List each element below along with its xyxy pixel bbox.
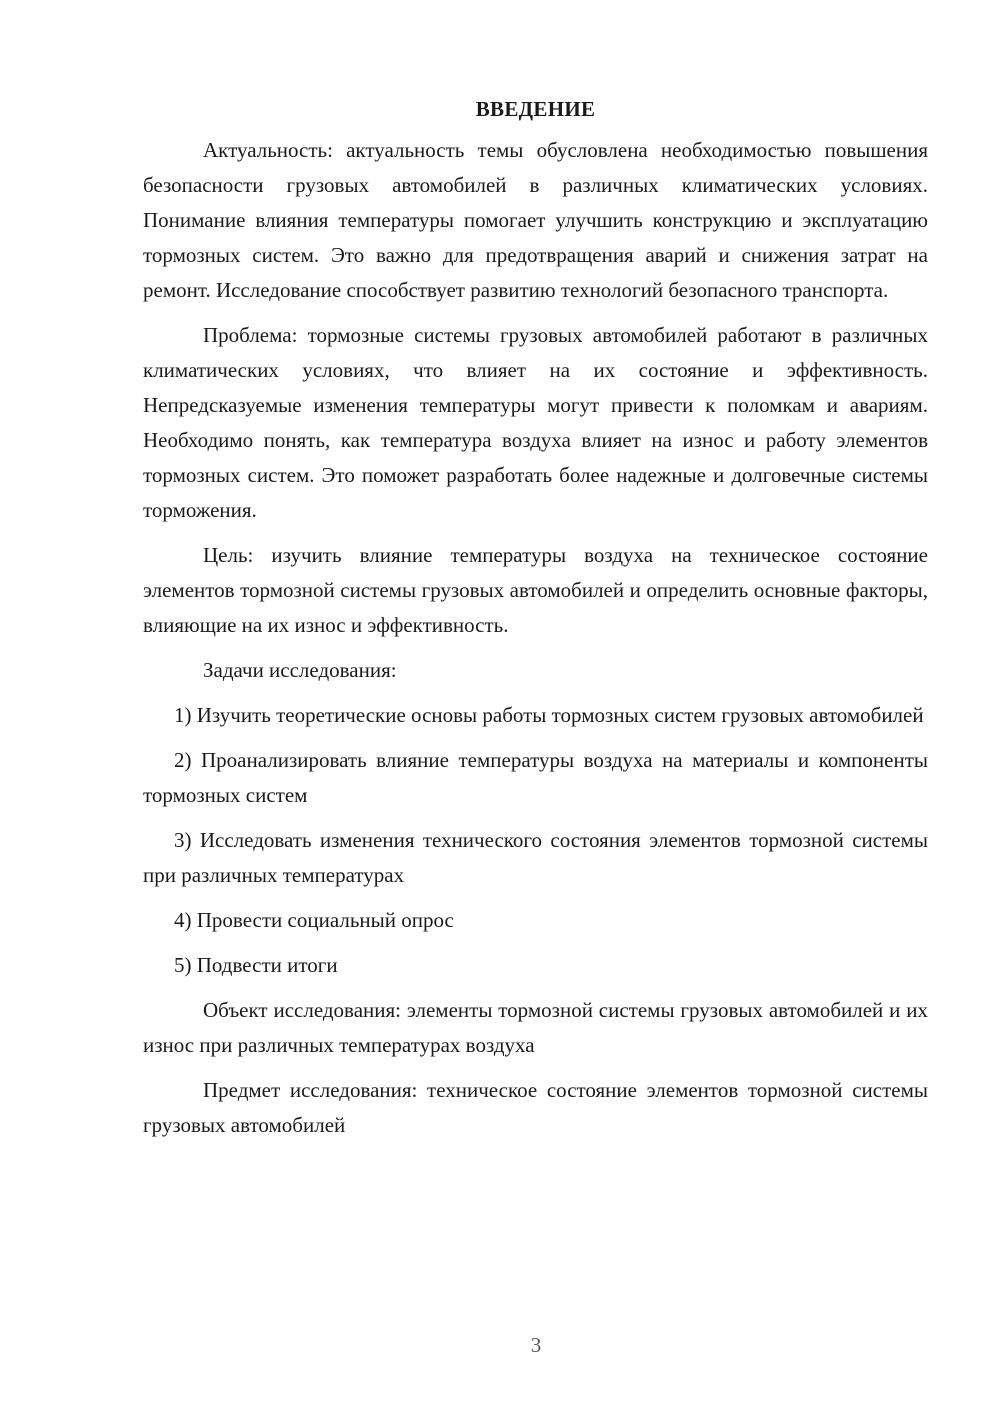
paragraph-relevance: Актуальность: актуальность темы обусловлена необходимостью повышения безопасности грузовых автомобилей в различных климатических условиях. Понимание влияния температуры помогает улучшить конструкцию и эксплуатацию тормозных систем. Это важно для предотвращения аварий и снижения затрат на ремонт. Исследование способствует развитию технологий безопасного транспорта.: [143, 138, 928, 302]
page-number: 3: [530, 1333, 542, 1357]
paragraph-subject: Предмет исследования: техническое состояние элементов тормозной системы грузовых автомобилей: [143, 1078, 928, 1137]
paragraph-goal: Цель: изучить влияние температуры воздуха на техническое состояние элементов тормозной системы грузовых автомобилей и определить основные факторы, влияющие на их износ и эффективность.: [143, 543, 928, 637]
tasks-heading: Задачи исследования:: [203, 658, 397, 682]
paragraph-problem: Проблема: тормозные системы грузовых автомобилей работают в различных климатических условиях, что влияет на их состояние и эффективность. Непредсказуемые изменения температуры могут привести к поломкам и авариям. Необходимо понять, как температура воздуха влияет на износ и работу элементов тормозных систем. Это поможет разработать более надежные и долговечные системы торможения.: [143, 323, 928, 522]
task-item: 3) Исследовать изменения технического состояния элементов тормозной системы при различных температурах: [143, 828, 928, 887]
paragraph-object: Объект исследования: элементы тормозной системы грузовых автомобилей и их износ при различных температурах воздуха: [143, 998, 928, 1057]
task-item: 5) Подвести итоги: [174, 953, 338, 977]
task-item: 2) Проанализировать влияние температуры воздуха на материалы и компоненты тормозных систем: [143, 748, 928, 807]
task-item: 4) Провести социальный опрос: [174, 908, 454, 932]
page-title: ВВЕДЕНИЕ: [475, 97, 596, 121]
tasks-list: [143, 698, 928, 983]
page-content: [143, 92, 928, 1153]
task-item: 1) Изучить теоретические основы работы тормозных систем грузовых автомобилей: [174, 703, 924, 727]
